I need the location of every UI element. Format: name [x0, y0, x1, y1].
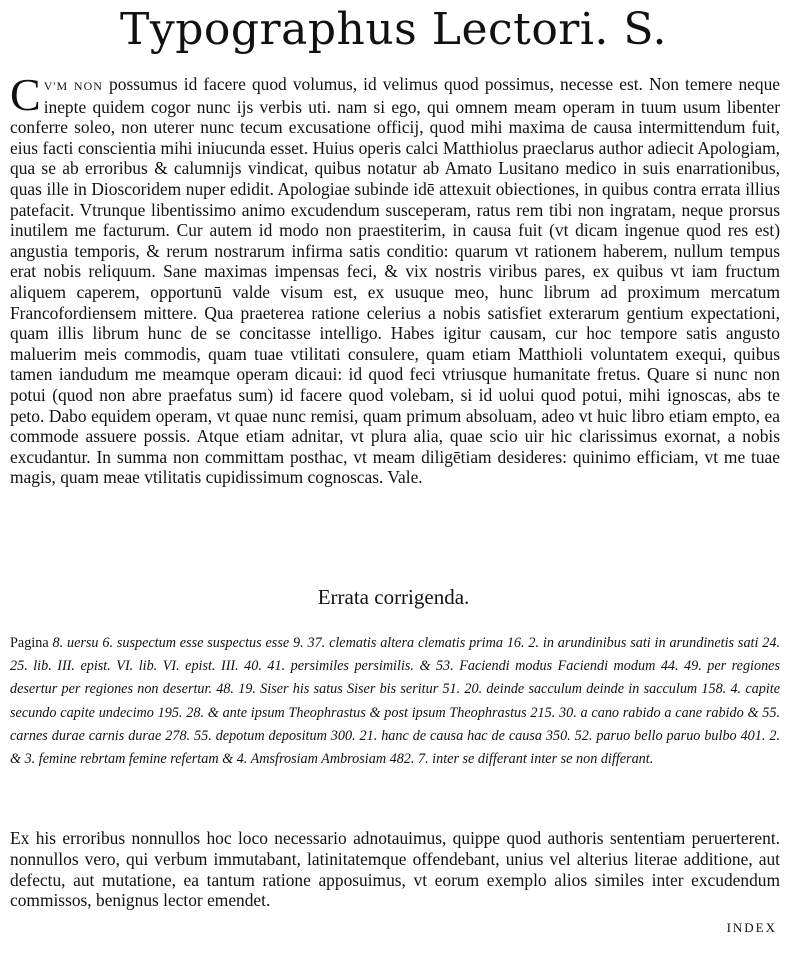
errata-list: [10, 632, 780, 771]
letter-text: possumus id facere quod volumus, id velimus quod possimus, necesse est. Non temere neque inepte quidem cogor nunc ijs verbis uti. nam si ego, qui omnem meam operam in tuum usum libenter conferre soleo, non uterer nunc tecum excusatione officij, quod mihi maxima de causa intermittendum fuit, eius facti conscientia mihi iniucunda esset. Huius operis calci Matthiolus praeclarus author adiecit Apologiam, qua se ab erroribus & calumnijs vindicat, quibus notatur ab Amato Lusitano medico in suis enarrationibus, quas ille in Dioscoridem nuper edidit. Apologiae subinde idē attexuit obiectiones, in quibus contra errata illius patefacit. Vtrunque libentissimo animo excudendum susceperam, ratus rem tibi non ingratam, neque prorsus inutilem me facturum. Cur autem id modo non praestiterim, in causa fuit (vt dicam ingenue quod res est) angustia temporis, & rerum nostrarum infirma satis conditio: quarum vt rationem haberem, nullum tempus erat nobis reliquum. Sane maximas impensas feci, & vix nostris viribus pares, ex quibus vt iam fructum aliquem caperem, opportunū valde visum est, ex usuque meo, hunc librum ad proximum mercatum Francofordiensem mittere. Qua praeterea ratione celerius a nobis satisfiet exterarum gentium expectationi, quam illis librum hunc de se concitasse intelligo. Habes igitur causam, cur hoc tempore satis angusto maluerim meis commodis, quam tuae vtilitati consulere, quam etiam Matthioli voluntatem exequi, quibus tamen iandudum me meamque operam dicaui: id quod feci vtriusque humanitate fretus. Quare si nunc non potui (quod non abre praefatus sum) id facere quod volebam, si id uolui quod potui, mihi ignoscas, abs te peto. Dabo equidem operam, vt quae nunc remisi, quam primum absoluam, adeo vt huic libro etiam empto, ea commode assuere possis. Atque etiam adnitar, vt plura alia, quae scio uir hic clarissimus exornat, a nobis excudantur. In summa non committam posthac, vt meam diligētiam desideres: quinimo efficiam, vt me tuae magis, quam meae vtilitatis cupidissimum cognoscas. Vale.: [10, 74, 780, 488]
closing-note: Ex his erroribus nonnullos hoc loco necessario adnotauimus, quippe quod authoris sententiam peruerterent. nonnullos vero, qui verbum immutabant, latinitatemque offendebant, unius vel alterius literae additione, aut defectu, aut mutatione, ea tantum ratione apposuimus, vt eorum exemplo alios similes inter excudendum commissos, benignus lector emendet.: [10, 828, 780, 911]
catchword: INDEX: [726, 920, 777, 935]
page-title: Typographus Lectori. S.: [120, 4, 667, 55]
errata-heading: Errata corrigenda.: [317, 585, 470, 609]
errata-entries: 8. uersu 6. suspectum esse suspectus esse 9. 37. clematis altera clematis prima 16. 2. in arundinibus sati in arundinetis sati 24. 25. lib. III. epist. VI. lib. VI. epist. III. 40. 41. persimiles persimilis. & 53. Faciendi modus Faciendi modum 44. 49. per regiones desertur per regiones non desertur. 48. 19. Siser his satus Siser bis seritur 51. 20. deinde sacculum deinde in sacculum 158. 4. capite secundo capite undecimo 195. 28. & ante ipsum Theophrastus & post ipsum Theophrastus 215. 30. a cano rabido a cane rabido & 55. carnes durae carnis durae 278. 55. depotum depositum 300. 21. hanc de causa hac de causa 350. 52. paruo bello paruo bulbo 401. 2. & 3. femine rebrtam femine refertam & 4. Amsfrosiam Ambrosiam 482. 7. inter se differant inter se non differant.: [10, 635, 781, 768]
preface-letter: [10, 69, 780, 488]
errata-page-label: Pagina: [10, 635, 49, 651]
opening-small-caps: V'M NON: [43, 79, 103, 93]
drop-cap: C: [10, 69, 41, 120]
